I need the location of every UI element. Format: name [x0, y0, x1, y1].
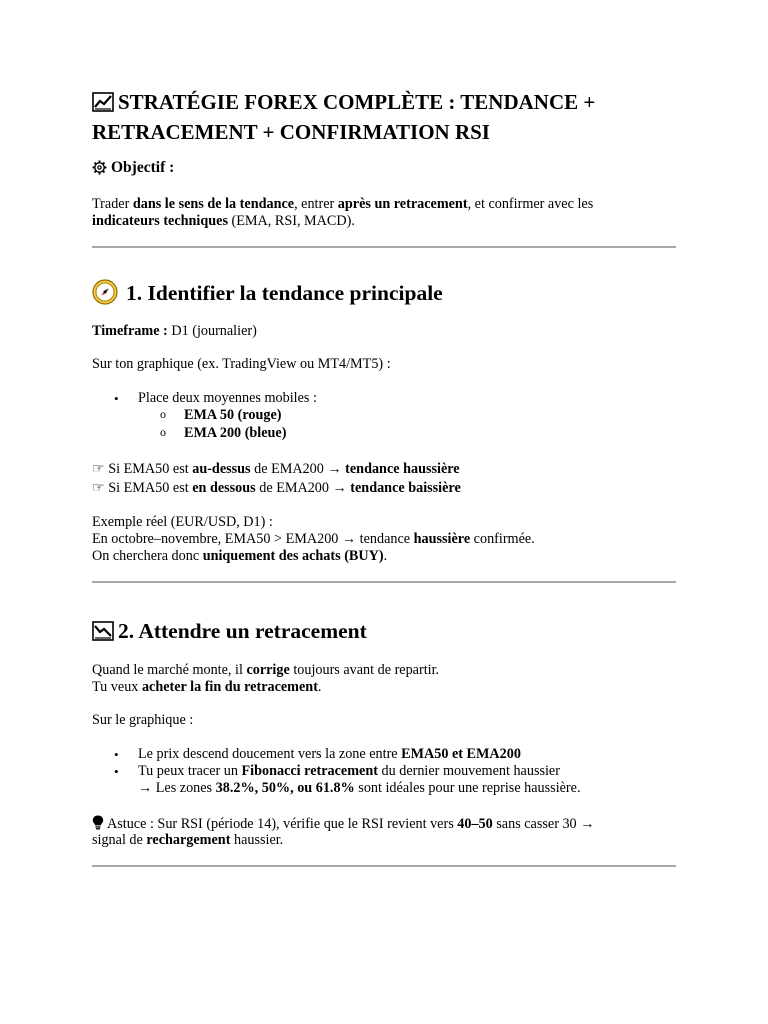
ema-list [92, 390, 317, 442]
list-item: • Le prix descend doucement vers la zone entre EMA50 et EMA200 [92, 746, 581, 763]
section-2-line2: Tu veux acheter la fin du retracement. [92, 679, 322, 695]
divider [92, 246, 676, 248]
rule-bullish: ☞ Si EMA50 est au-dessus de EMA200 → tendance haussière [92, 461, 460, 477]
section-2-line1: Quand le marché monte, il corrige toujours avant de repartir. [92, 662, 440, 678]
page-title: STRATÉGIE FOREX COMPLÈTE : TENDANCE + RETRACEMENT + CONFIRMATION RSI [92, 90, 596, 144]
example-line2: En octobre–novembre, EMA50 > EMA200 → tendance haussière confirmée. [92, 531, 535, 547]
list-item: • Tu peux tracer un Fibonacci retracement du dernier mouvement haussier → Les zones 38.2%, 50%, ou 61.8% sont idéales pour une reprise haussière. [92, 763, 581, 797]
divider [92, 581, 676, 583]
section-1-heading: 1. Identifier la tendance principale [92, 279, 443, 312]
chart-decreasing-icon [92, 620, 114, 648]
chart-increasing-icon [92, 92, 114, 119]
divider [92, 865, 676, 867]
chart-intro-text: Sur ton graphique (ex. TradingView ou MT4/MT5) : [92, 356, 391, 372]
chart-intro-text: Sur le graphique : [92, 712, 194, 728]
objective-text-line2: indicateurs techniques (EMA, RSI, MACD). [92, 213, 355, 229]
list-item: o EMA 200 (bleue) [138, 425, 317, 443]
list-item: o EMA 50 (rouge) [138, 407, 317, 425]
example-line3: On cherchera donc uniquement des achats (BUY). [92, 548, 388, 564]
objective-heading: Objectif : [92, 158, 174, 181]
compass-icon [92, 279, 118, 312]
tip-line2: signal de rechargement haussier. [92, 832, 284, 848]
rule-bearish: ☞ Si EMA50 est en dessous de EMA200 → tendance baissière [92, 480, 461, 496]
retracement-list [92, 746, 581, 797]
tip-line1: Astuce : Sur RSI (période 14), vérifie que le RSI revient vers 40–50 sans casser 30 → [92, 815, 594, 835]
example-line1: Exemple réel (EUR/USD, D1) : [92, 514, 273, 530]
objective-text-line1: Trader dans le sens de la tendance, entrer après un retracement, et confirmer avec les [92, 196, 594, 212]
section-2-heading: 2. Attendre un retracement [92, 617, 367, 648]
gear-icon [92, 160, 107, 181]
list-item: • Place deux moyennes mobiles : o EMA 50 (rouge) o EMA 200 (bleue) [92, 390, 317, 442]
ema-sublist [138, 407, 317, 442]
timeframe-line: Timeframe : D1 (journalier) [92, 323, 257, 339]
